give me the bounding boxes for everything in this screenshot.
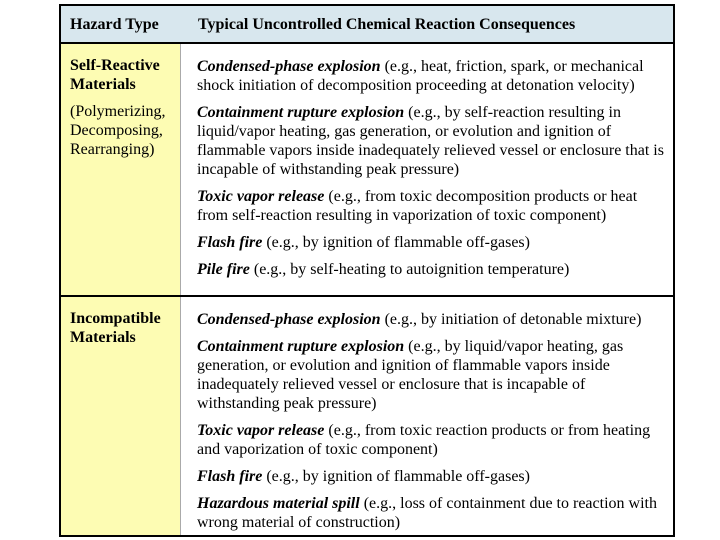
consequence-entry [197, 103, 665, 179]
hazard-type-title: Self-Reactive Materials [70, 57, 160, 93]
consequence-entry [197, 233, 665, 252]
consequence-text: (e.g., by self-heating to autoignition temperature) [249, 261, 570, 278]
consequences-cell [181, 44, 673, 295]
consequence-entry [197, 421, 665, 459]
consequence-term: Containment rupture explosion [197, 338, 405, 355]
consequence-text: (e.g., by ignition of flammable off-gases) [262, 468, 530, 485]
consequence-term: Toxic vapor release [197, 188, 325, 205]
header-consequences: Typical Uncontrolled Chemical Reaction Consequences [198, 16, 576, 33]
hazard-type-cell [61, 297, 181, 535]
consequence-text: (e.g., by self-reaction resulting in liquid/vapor heating, gas generation, or evolution and ignition of flammable vapors inside inadequately relieved vessel or enclosure that is incapable of withstanding peak pressure) [197, 104, 664, 178]
consequence-text: (e.g., from toxic decomposition products or heat from self-reaction resulting in vaporization of toxic component) [197, 188, 638, 224]
consequence-term: Containment rupture explosion [197, 104, 405, 121]
hazard-table [59, 4, 675, 537]
consequence-entry [197, 57, 665, 95]
consequence-entry [197, 310, 665, 329]
consequence-text: (e.g., by ignition of flammable off-gases) [262, 234, 530, 251]
section-incompatible [61, 297, 673, 535]
consequence-term: Flash fire [197, 234, 263, 251]
consequence-text: (e.g., heat, friction, spark, or mechanical shock initiation of decomposition proceeding at detonation velocity) [197, 58, 644, 94]
header-hazard-type: Hazard Type [70, 16, 159, 33]
table-header [61, 6, 673, 44]
consequence-text: (e.g., by initiation of detonable mixture) [380, 311, 642, 328]
consequence-term: Flash fire [197, 468, 263, 485]
hazard-type-subtitle: (Polymerizing, Decomposing, Rearranging) [70, 103, 166, 158]
consequence-text: (e.g., by liquid/vapor heating, gas generation, or evolution and ignition of flammable vapors inside inadequately relieved vessel or enclosure that is incapable of withstanding peak pressure) [197, 338, 624, 412]
consequence-text: (e.g., from toxic reaction products or from heating and vaporization of toxic component) [197, 422, 651, 458]
consequence-entry [197, 494, 665, 532]
consequence-term: Condensed-phase explosion [197, 58, 381, 75]
section-self-reactive [61, 44, 673, 297]
consequence-entry [197, 187, 665, 225]
consequence-term: Hazardous material spill [197, 495, 360, 512]
consequence-term: Pile fire [197, 261, 250, 278]
consequence-text: (e.g., loss of containment due to reaction with wrong material of construction) [197, 495, 657, 531]
hazard-type-title: Incompatible Materials [70, 310, 161, 346]
consequences-cell [181, 297, 673, 535]
consequence-entry [197, 467, 665, 486]
hazard-type-cell [61, 44, 181, 295]
consequence-entry [197, 337, 665, 413]
consequence-term: Condensed-phase explosion [197, 311, 381, 328]
consequence-term: Toxic vapor release [197, 422, 325, 439]
consequence-entry [197, 260, 665, 279]
